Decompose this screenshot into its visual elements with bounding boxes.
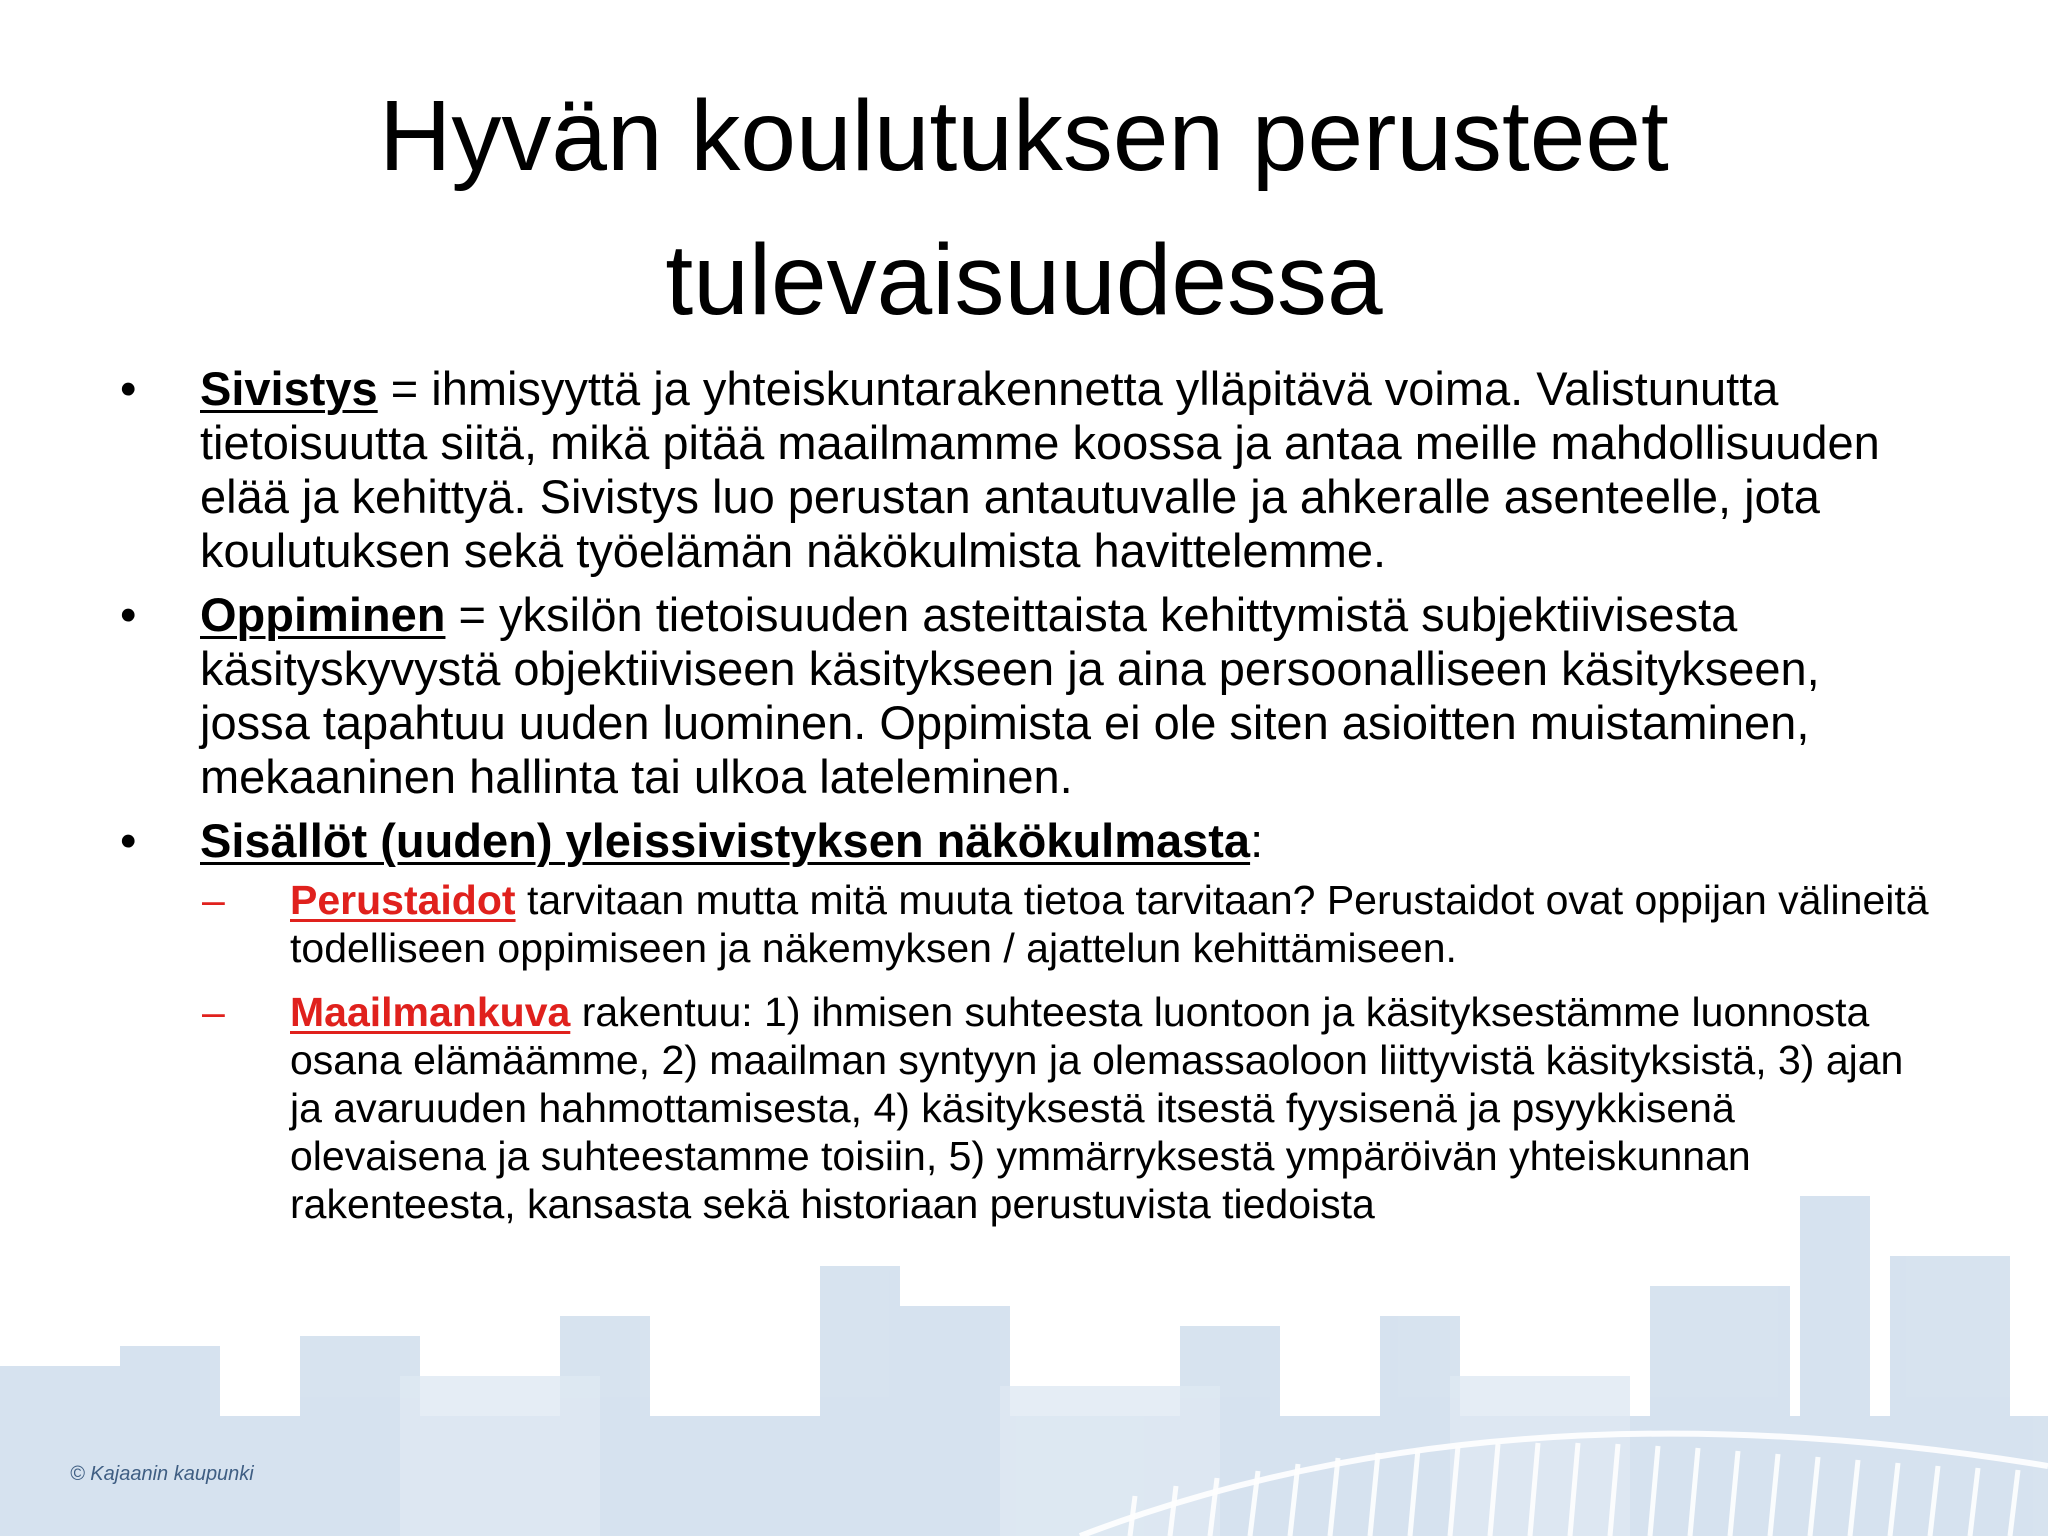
bullet-marker: • — [120, 362, 137, 415]
text-perustaidot: tarvitaan mutta mitä muuta tietoa tarvitaan? Perustaidot ovat oppijan välineitä todelliseen oppimiseen ja näkemyksen / ajattelun kehittämiseen. — [290, 877, 1929, 971]
text-maailmankuva: rakentuu: 1) ihmisen suhteesta luontoon ja käsityksestämme luonnosta osana elämäämme, 2) maailman syntyyn ja olemassaoloon liittyvistä käsityksistä, 3) ajan ja avaruuden hahmottamisesta, 4) käsityksestä itsestä fyysisenä ja psyykkisenä olevaisena ja suhteestamme toisiin, 5) ymmärryksestä ympäröivän yhteiskunnan rakenteesta, kansasta sekä historiaan perustuvista tiedoista — [290, 989, 1904, 1227]
term-sisallot: Sisällöt (uuden) yleissivistyksen näkökulmasta — [200, 814, 1251, 867]
term-oppiminen: Oppiminen — [200, 588, 446, 641]
definition-sivistys: = ihmisyyttä ja yhteiskuntarakennetta ylläpitävä voima. Valistunutta tietoisuutta siitä, mikä pitää maailmamme koossa ja antaa meille mahdollisuuden elää ja kehittyä. Sivistys luo perustan antautuvalle ja ahkeralle asenteelle, jota koulutuksen sekä työelämän näkökulmista havittelemme. — [200, 362, 1880, 577]
bullet-marker: • — [120, 588, 137, 641]
slide-body — [120, 362, 1940, 1228]
term-perustaidot: Perustaidot — [290, 877, 516, 923]
bullet-item-sivistys — [120, 362, 1940, 578]
colon-sisallot: : — [1250, 814, 1264, 867]
slide-title — [0, 64, 2048, 352]
sub-item-maailmankuva — [200, 988, 1940, 1228]
sub-list — [200, 876, 1940, 1228]
dash-marker: – — [202, 989, 225, 1035]
term-maailmankuva: Maailmankuva — [290, 989, 571, 1035]
term-sivistys: Sivistys — [200, 362, 378, 415]
bullet-marker: • — [120, 814, 137, 867]
slide-title-line-1: Hyvän koulutuksen perusteet — [379, 80, 1669, 192]
bullet-item-sisallot — [120, 814, 1940, 868]
definition-oppiminen: = yksilön tietoisuuden asteittaista kehittymistä subjektiivisesta käsityskyvystä objektiiviseen käsitykseen ja aina persoonalliseen käsitykseen, jossa tapahtuu uuden luominen. Oppimista ei ole siten asioitten muistaminen, mekaaninen hallinta tai ulkoa lateleminen. — [200, 588, 1820, 803]
sub-item-perustaidot — [200, 876, 1940, 972]
dash-marker: – — [202, 877, 225, 923]
bullet-item-oppiminen — [120, 588, 1940, 804]
copyright-footer: © Kajaanin kaupunki — [70, 1463, 254, 1485]
slide-title-line-2: tulevaisuudessa — [665, 224, 1383, 336]
